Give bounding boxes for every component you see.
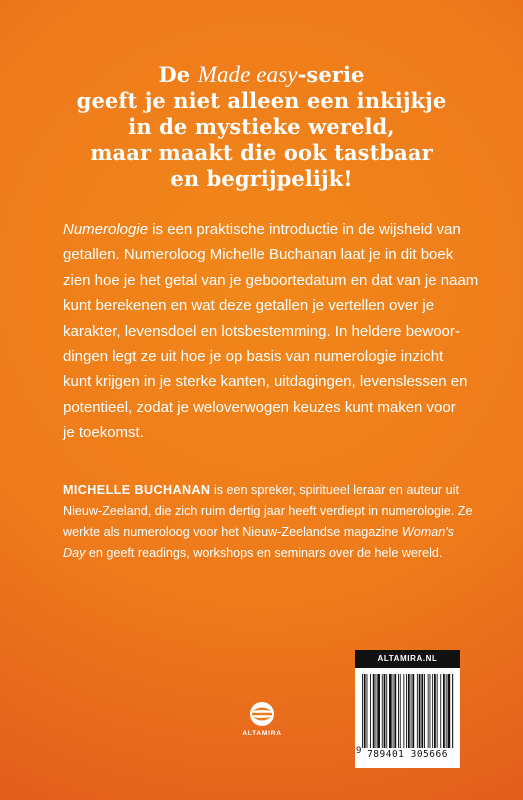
altamira-logo-icon bbox=[249, 700, 275, 728]
description-line bbox=[63, 217, 465, 242]
description-line: kunt krijgen in je sterke kanten, uitdagingen, levenslessen en bbox=[63, 373, 468, 391]
description-line: je toekomst. bbox=[63, 424, 144, 442]
barcode-bar bbox=[376, 674, 377, 748]
description-text: is een praktische introductie in de wijsheid van bbox=[148, 221, 461, 238]
description-line: zien hoe je het getal van je geboortedatum en dat van je naam bbox=[63, 271, 479, 289]
description-line: getallen. Numeroloog Michelle Buchanan laat je in dit boek bbox=[63, 246, 454, 264]
magazine-name: Woman's bbox=[401, 525, 454, 539]
barcode-bar bbox=[403, 674, 404, 748]
publisher-name: ALTAMIRA bbox=[242, 730, 282, 737]
publisher-logo bbox=[238, 700, 286, 737]
barcode-bar bbox=[408, 674, 410, 748]
book-description bbox=[63, 217, 479, 446]
author-name: MICHELLE BUCHANAN bbox=[63, 483, 211, 497]
barcode-bar bbox=[432, 674, 433, 748]
barcode-bar bbox=[400, 674, 401, 748]
barcode-bar bbox=[434, 674, 436, 748]
barcode-bar bbox=[373, 674, 375, 748]
description-line: potentieel, zodat je weloverwogen keuzes kunt maken voor bbox=[63, 398, 456, 416]
bio-line: Nieuw-Zeeland, die zich ruim dertig jaar heeft verdiept in numerologie. Ze bbox=[63, 504, 473, 518]
magazine-name: Day bbox=[63, 546, 86, 560]
barcode-bar bbox=[377, 674, 380, 748]
description-line: kunt berekenen en wat deze getallen je vertellen over je bbox=[63, 297, 435, 315]
barcode-bar bbox=[430, 674, 431, 748]
barcode-bar bbox=[443, 674, 445, 748]
barcode-bar bbox=[393, 674, 394, 748]
tagline-text: De bbox=[158, 62, 198, 87]
barcode-bars bbox=[362, 674, 454, 748]
barcode-bar bbox=[406, 674, 407, 748]
barcode-bar bbox=[394, 674, 396, 748]
barcode-bar bbox=[419, 674, 421, 748]
barcode-bar bbox=[424, 674, 425, 748]
bio-line bbox=[63, 543, 465, 564]
barcode-number: 789401 305666 bbox=[367, 749, 448, 760]
bio-text: is een spreker, spiritueel leraar en auteur uit bbox=[210, 483, 459, 497]
barcode-bar bbox=[417, 674, 418, 748]
barcode-bar bbox=[412, 674, 414, 748]
description-line: karakter, levensdoel en lotsbestemming. In heldere bewoor- bbox=[63, 322, 460, 340]
barcode-bar bbox=[437, 674, 438, 748]
tagline bbox=[60, 62, 463, 192]
barcode-bar bbox=[382, 674, 383, 748]
bio-line bbox=[63, 480, 465, 501]
publisher-website: ALTAMIRA.NL bbox=[355, 650, 460, 668]
barcode-bar bbox=[384, 674, 386, 748]
barcode-bar bbox=[398, 674, 399, 748]
tagline-line-4: maar maakt die ook tastbaar bbox=[90, 140, 433, 165]
barcode-bar bbox=[386, 674, 387, 748]
barcode-bar bbox=[411, 674, 412, 748]
bio-line bbox=[63, 522, 465, 543]
book-title: Numerologie bbox=[63, 221, 149, 238]
tagline-line-1 bbox=[60, 62, 463, 88]
barcode-lead-digit: 9 bbox=[356, 746, 362, 756]
author-bio bbox=[63, 480, 473, 564]
tagline-line-5: en begrijpelijk! bbox=[170, 166, 353, 191]
barcode-bar bbox=[364, 674, 366, 748]
barcode-bar bbox=[446, 674, 447, 748]
tagline-line-2: geeft je niet alleen een inkijkje bbox=[76, 88, 447, 113]
barcode-bar bbox=[367, 674, 368, 748]
series-name: Made easy bbox=[197, 62, 298, 87]
tagline-text: -serie bbox=[297, 62, 365, 87]
barcode-bar bbox=[452, 674, 453, 748]
barcode-bar bbox=[421, 674, 423, 748]
barcode-bar bbox=[440, 674, 441, 748]
barcode-bar bbox=[370, 674, 371, 748]
tagline-line-3: in de mystieke wereld, bbox=[128, 114, 395, 139]
barcode-bar bbox=[362, 674, 363, 748]
barcode-bar bbox=[448, 674, 451, 748]
bio-text: werkte als numeroloog voor het Nieuw-Zeelandse magazine bbox=[63, 525, 402, 539]
isbn-barcode bbox=[355, 668, 460, 768]
description-line: dingen legt ze uit hoe je op basis van numerologie inzicht bbox=[63, 348, 444, 366]
barcode-bar bbox=[389, 674, 392, 748]
bio-text: en geeft readings, workshops en seminars over de hele wereld. bbox=[85, 546, 443, 560]
barcode-bar bbox=[428, 674, 429, 748]
